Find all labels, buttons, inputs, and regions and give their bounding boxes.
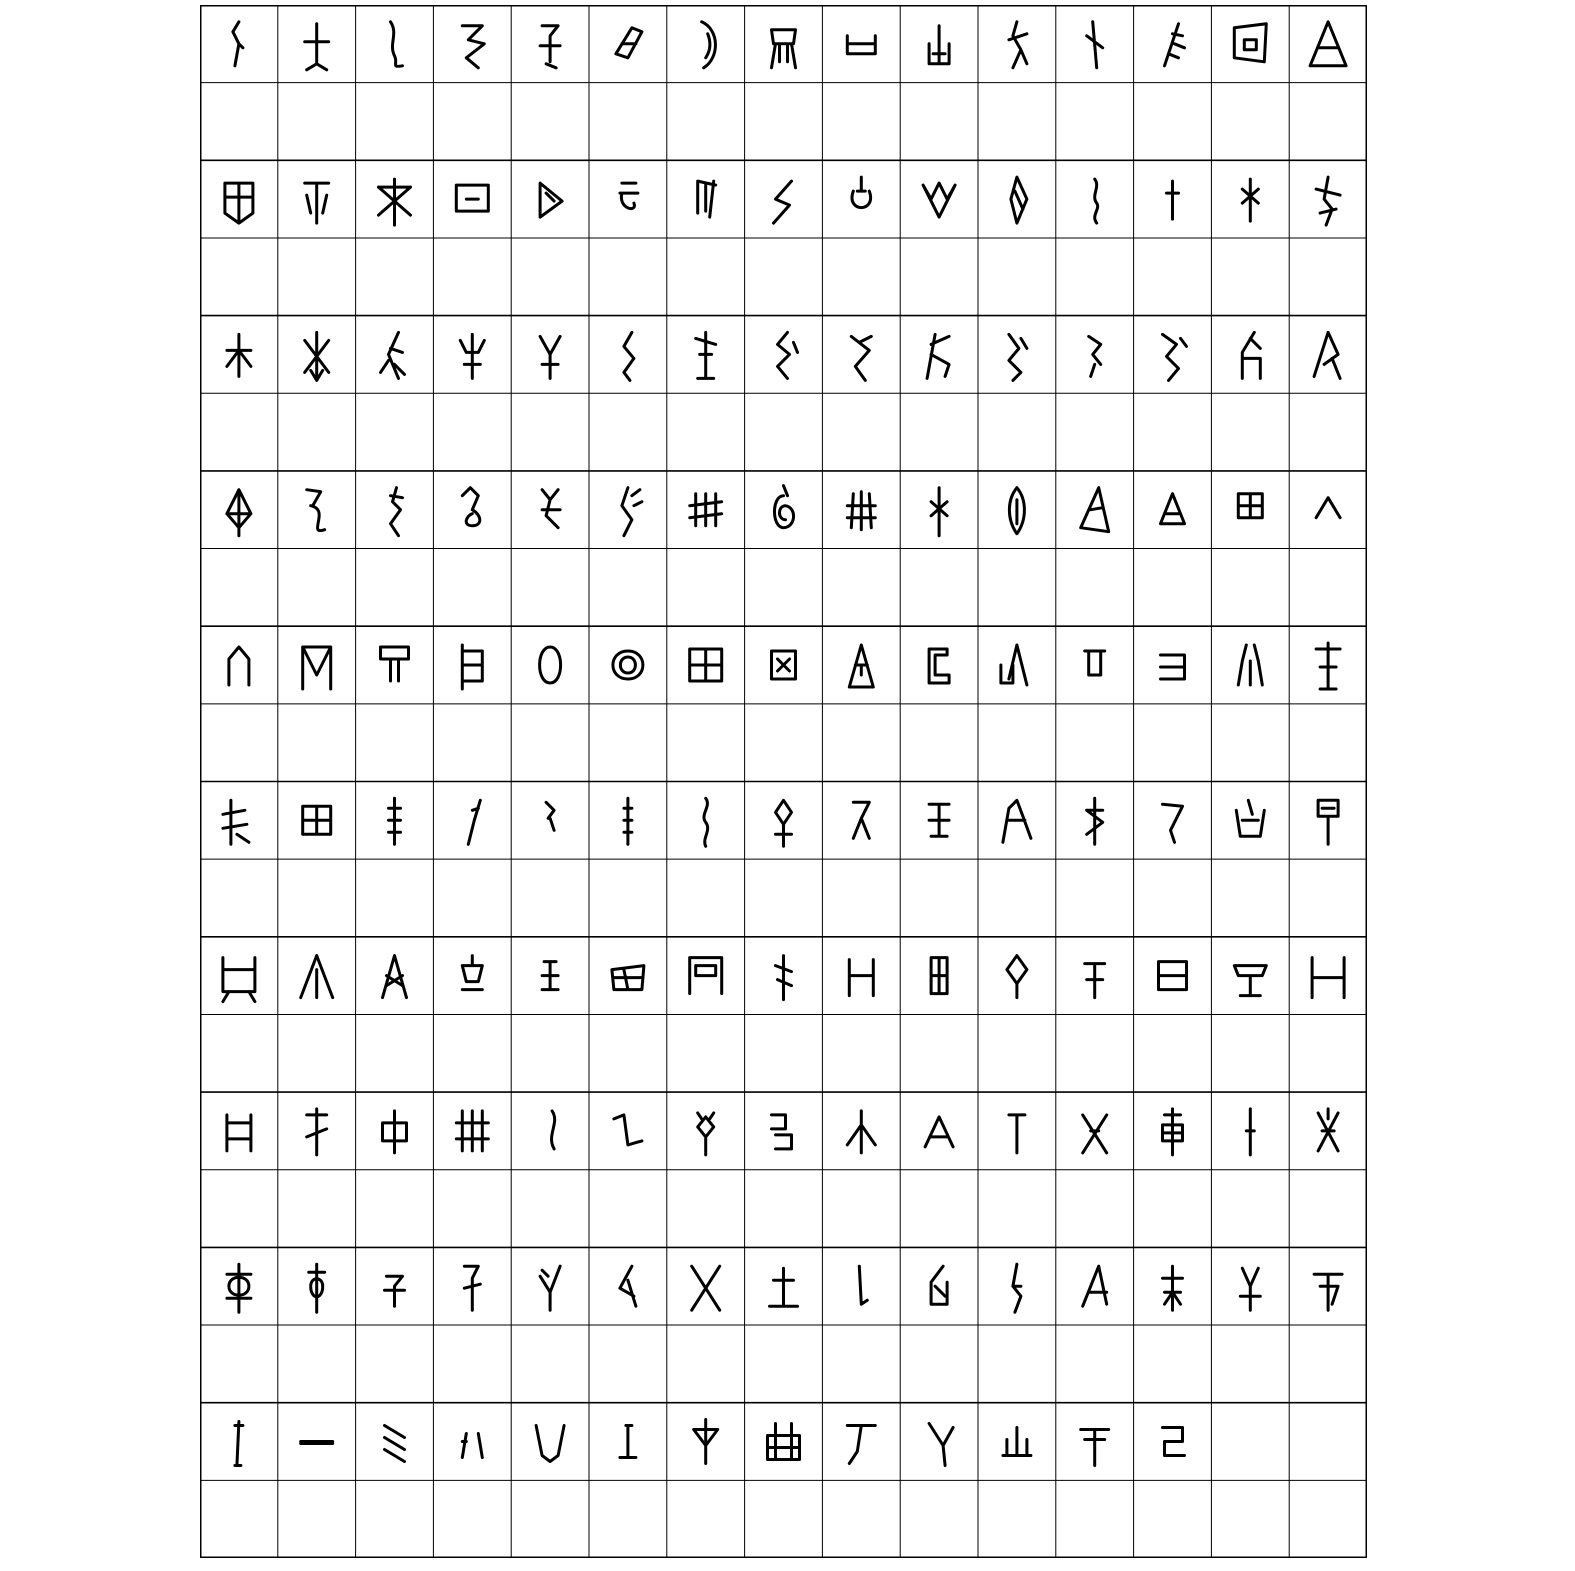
oracle-glyph — [1238, 645, 1262, 685]
oracle-glyph — [927, 334, 949, 378]
oracle-glyph — [385, 1276, 405, 1306]
oracle-glyph — [1161, 655, 1185, 679]
oracle-glyph — [389, 798, 401, 844]
oracle-glyph — [694, 1420, 718, 1464]
oracle-glyph — [1089, 336, 1101, 376]
oracle-glyph — [847, 36, 875, 54]
oracle-glyph — [462, 488, 480, 526]
oracle-glyph — [929, 804, 949, 836]
oracle-glyph — [847, 1426, 875, 1464]
oracle-glyph — [1242, 179, 1258, 221]
oracle-glyph — [847, 1111, 875, 1153]
oracle-glyph — [612, 966, 644, 990]
oracle-glyph — [536, 1426, 564, 1462]
oracle-glyph — [847, 492, 875, 530]
oracle-glyph — [383, 956, 407, 998]
oracle-glyph — [307, 490, 325, 531]
oracle-glyph — [1009, 1115, 1025, 1153]
oracle-glyph — [690, 649, 722, 681]
oracle-glyph — [381, 647, 409, 681]
oracle-glyph — [852, 177, 871, 208]
oracle-glyph — [1310, 22, 1346, 66]
oracle-glyph — [468, 800, 480, 844]
oracle-glyph — [1009, 334, 1027, 380]
oracle-glyph — [849, 645, 873, 687]
oracle-glyph — [227, 490, 251, 536]
oracle-glyph — [620, 1426, 636, 1458]
oracle-glyph — [1242, 332, 1260, 378]
oracle-glyph — [307, 1109, 327, 1155]
oracle-glyph — [624, 798, 632, 844]
oracle-glyph — [1316, 498, 1340, 518]
oracle-glyph — [1159, 962, 1187, 990]
oracle-glyph — [1085, 964, 1105, 998]
oracle-glyph — [1236, 800, 1264, 836]
oracle-glyph — [1163, 1109, 1183, 1155]
oracle-glyph — [1316, 177, 1340, 225]
oracle-glyph — [456, 185, 488, 211]
oracle-glyph — [1316, 643, 1340, 689]
oracle-glyph — [620, 183, 638, 208]
oracle-glyph — [1001, 645, 1027, 685]
oracle-glyph — [379, 179, 411, 225]
oracle-glyph — [391, 22, 403, 67]
oracle-glyph — [1165, 24, 1185, 66]
oracle-glyph — [542, 490, 560, 528]
oracle-glyph — [464, 1266, 480, 1310]
oracle-glyph — [931, 488, 947, 536]
oracle-glyph — [690, 494, 722, 526]
worksheet-grid — [200, 5, 1367, 1558]
oracle-glyph — [1081, 488, 1109, 532]
oracle-glyph — [552, 1111, 555, 1149]
oracle-glyph — [1163, 804, 1183, 842]
oracle-glyph — [1095, 179, 1098, 223]
oracle-glyph — [1161, 494, 1185, 524]
oracle-glyph — [1238, 494, 1262, 518]
oracle-glyph — [620, 1266, 636, 1306]
oracle-glyph — [305, 24, 329, 70]
oracle-glyph — [540, 336, 560, 378]
oracle-glyph — [301, 1442, 333, 1444]
oracle-glyph — [1087, 22, 1103, 68]
oracle-glyph — [614, 1115, 642, 1145]
oracle-glyph — [1085, 651, 1105, 675]
oracle-glyph — [1011, 177, 1027, 223]
oracle-glyph — [305, 332, 329, 380]
oracle-glyph — [305, 183, 329, 223]
oracle-glyph — [775, 486, 794, 528]
oracle-glyph — [540, 647, 561, 683]
oracle-glyph — [613, 651, 643, 679]
oracle-glyph — [1163, 334, 1187, 380]
oracle-glyph — [1163, 1428, 1185, 1456]
oracle-glyph — [1240, 1268, 1260, 1310]
oracle-glyph — [385, 1426, 405, 1462]
oracle-glyph — [383, 1111, 407, 1153]
oracle-glyph — [1009, 22, 1027, 68]
oracle-glyph — [1009, 488, 1024, 534]
oracle-glyph — [929, 1424, 953, 1466]
oracle-glyph — [929, 649, 949, 683]
oracle-glyph — [227, 1115, 251, 1151]
oracle-glyph — [542, 962, 558, 990]
oracle-glyph — [1246, 1109, 1254, 1155]
oracle-glyph — [462, 645, 482, 689]
oracle-glyph — [698, 1113, 714, 1155]
oracle-glyph — [462, 26, 484, 68]
oracle-glyph — [624, 332, 634, 380]
oracle-glyph — [1083, 1115, 1107, 1153]
oracle-glyph — [923, 183, 955, 217]
oracle-glyph — [1087, 798, 1103, 844]
oracle-glyph — [225, 183, 253, 223]
oracle-glyph — [546, 802, 554, 830]
oracle-glyph — [1314, 1274, 1342, 1310]
oracle-glyph — [1167, 181, 1179, 219]
oracle-glyph — [1083, 1266, 1107, 1306]
oracle-glyph — [704, 798, 708, 846]
oracle-glyph — [540, 1266, 560, 1310]
oracle-glyph — [692, 1266, 720, 1310]
oracle-glyph — [1163, 1266, 1183, 1310]
oracle-glyph — [778, 332, 798, 378]
oracle-glyph — [859, 1266, 867, 1304]
oracle-glyph — [227, 1264, 251, 1312]
oracle-glyph — [622, 488, 642, 536]
oracle-glyph — [301, 956, 333, 998]
oracle-glyph — [460, 334, 484, 378]
oracle-glyph — [690, 958, 722, 994]
oracle-glyph — [1003, 800, 1031, 842]
oracle-glyph — [1013, 1264, 1021, 1312]
oracle-glyph — [929, 26, 949, 64]
oracle-glyph — [540, 183, 562, 217]
oracle-glyph — [227, 334, 251, 376]
oracle-glyph — [1314, 332, 1340, 378]
oracle-glyph — [1007, 956, 1027, 998]
oracle-glyph — [851, 336, 871, 380]
oracle-glyph — [233, 22, 243, 66]
oracle-glyph — [770, 1268, 798, 1306]
oracle-glyph — [1234, 24, 1266, 62]
oracle-glyph — [853, 802, 869, 838]
oracle-glyph — [1318, 800, 1338, 844]
oracle-glyph — [768, 1424, 800, 1460]
oracle-glyph — [931, 958, 947, 994]
oracle-glyph — [772, 651, 796, 679]
oracle-glyph — [1003, 1428, 1031, 1456]
oracle-glyph — [776, 800, 792, 846]
oracle-glyph — [391, 488, 403, 536]
oracle-glyph — [849, 960, 873, 996]
oracle-glyph — [303, 806, 331, 834]
oracle-glyph — [698, 181, 716, 217]
oracle-glyph — [772, 1115, 792, 1149]
oracle-glyph — [925, 1117, 953, 1147]
oracle-glyph — [1318, 1109, 1338, 1151]
oracle-glyph — [235, 1422, 243, 1466]
oracle-glyph — [309, 1264, 325, 1312]
oracle-glyph — [540, 26, 560, 68]
oracle-glyph — [1234, 966, 1266, 996]
oracle-glyph — [776, 956, 792, 1000]
oracle-glyph — [616, 28, 642, 58]
oracle-glyph — [931, 1266, 947, 1304]
oracle-glyph — [772, 30, 796, 68]
oracle-glyph — [456, 1111, 488, 1151]
oracle-glyph — [303, 647, 331, 689]
oracle-glyph — [223, 958, 255, 1002]
oracle-glyph — [381, 332, 405, 378]
oracle-glyph — [702, 22, 716, 68]
oracle-glyph — [1081, 1430, 1109, 1466]
oracle-glyph — [462, 956, 482, 990]
oracle-glyph — [774, 181, 792, 223]
oracle-glyph — [229, 647, 249, 685]
oracle-glyph — [696, 332, 716, 378]
glyph-worksheet — [200, 5, 1367, 1558]
oracle-glyph — [1312, 958, 1344, 998]
oracle-glyph — [223, 800, 249, 844]
oracle-glyph — [462, 1434, 482, 1458]
grid-lines — [200, 5, 1367, 1558]
